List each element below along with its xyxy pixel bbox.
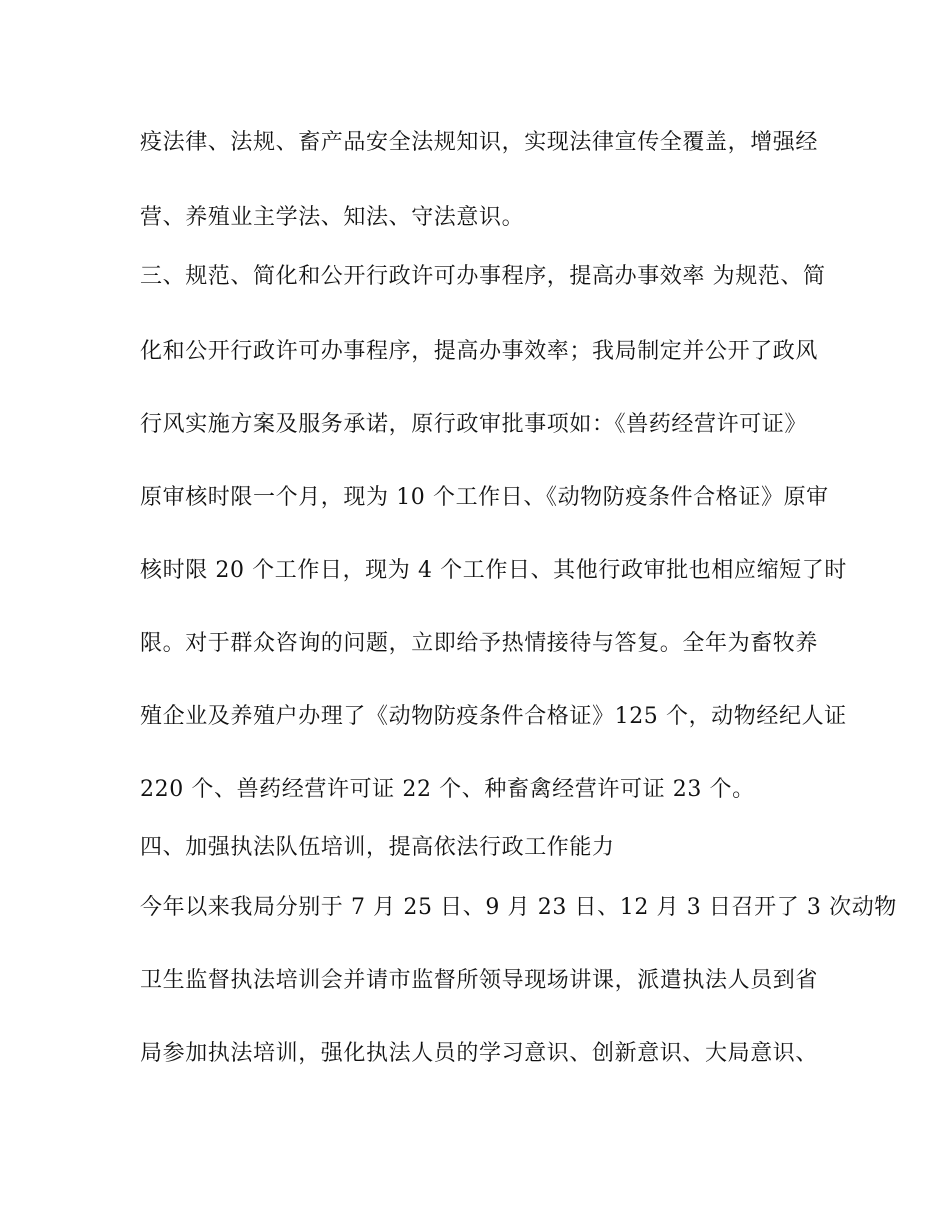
paragraph-line: 限。对于群众咨询的问题，立即给予热情接待与答复。全年为畜牧养 (140, 631, 819, 656)
section-heading: 三、规范、简化和公开行政许可办事程序，提高办事效率 为规范、简 (140, 264, 826, 289)
paragraph-line: 原审核时限一个月，现为 10 个工作日、《动物防疫条件合格证》原审 (140, 485, 829, 510)
section-heading: 四、加强执法队伍培训，提高依法行政工作能力 (140, 835, 615, 860)
paragraph-line: 卫生监督执法培训会并请市监督所领导现场讲课，派遣执法人员到省 (140, 968, 819, 993)
paragraph-line: 局参加执法培训，强化执法人员的学习意识、创新意识、大局意识、 (140, 1041, 819, 1066)
paragraph-line: 核时限 20 个工作日，现为 4 个工作日、其他行政审批也相应缩短了时 (140, 558, 847, 583)
paragraph-line: 营、养殖业主学法、知法、守法意识。 (140, 205, 525, 230)
paragraph-line: 行风实施方案及服务承诺，原行政审批事项如：《兽药经营许可证》 (140, 412, 808, 437)
paragraph-line: 化和公开行政许可办事程序，提高办事效率；我局制定并公开了政风 (140, 339, 819, 364)
paragraph-line: 殖企业及养殖户办理了《动物防疫条件合格证》125 个，动物经纪人证 (140, 704, 847, 729)
paragraph-line: 今年以来我局分别于 7 月 25 日、9 月 23 日、12 月 3 日召开了 3 次动物 (140, 895, 897, 920)
paragraph-line: 疫法律、法规、畜产品安全法规知识，实现法律宣传全覆盖，增强经 (140, 130, 819, 155)
paragraph-line: 220 个、兽药经营许可证 22 个、种畜禽经营许可证 23 个。 (140, 777, 755, 802)
